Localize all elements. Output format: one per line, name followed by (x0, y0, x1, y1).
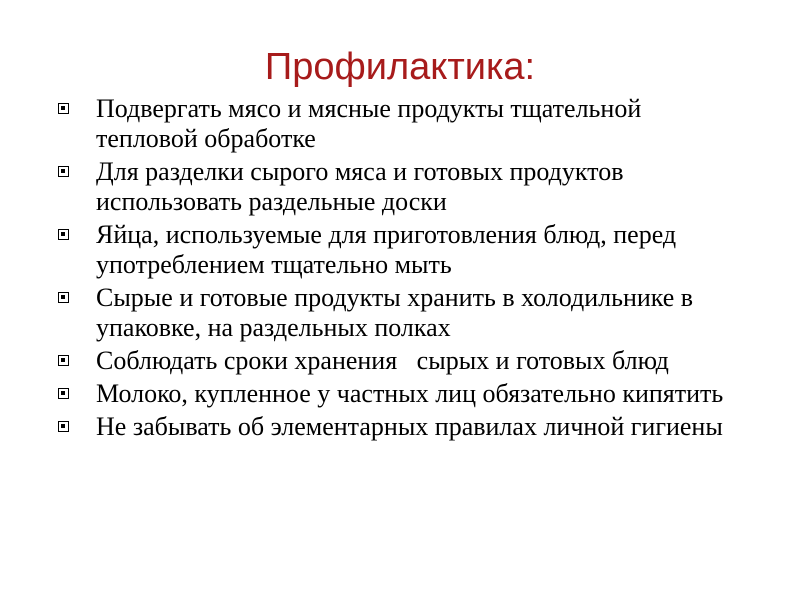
list-item-text: Для разделки сырого мяса и готовых продуктов использовать раздельные доски (96, 157, 624, 216)
list-item-text: Подвергать мясо и мясные продукты тщательной тепловой обработке (96, 94, 642, 153)
square-bullet-icon (58, 103, 69, 114)
list-item (58, 220, 738, 280)
list-item-text: Яйца, используемые для приготовления блюд, перед употреблением тщательно мыть (96, 220, 677, 279)
list-item (58, 157, 738, 217)
square-bullet-icon (58, 292, 69, 303)
list-item (58, 346, 738, 376)
list-item (58, 283, 738, 343)
square-bullet-icon (58, 355, 69, 366)
list-item (58, 379, 738, 409)
list-item (58, 412, 738, 442)
list-item-text: Соблюдать сроки хранения сырых и готовых блюд (96, 346, 669, 375)
slide-title: Профилактика: (264, 46, 536, 88)
square-bullet-icon (58, 388, 69, 399)
list-item-text: Сырые и готовые продукты хранить в холодильнике в упаковке, на раздельных полках (96, 283, 694, 342)
square-bullet-icon (58, 421, 69, 432)
list-item-text: Молоко, купленное у частных лиц обязательно кипятить (96, 379, 724, 408)
bullet-list (58, 94, 738, 445)
list-item (58, 94, 738, 154)
square-bullet-icon (58, 166, 69, 177)
square-bullet-icon (58, 229, 69, 240)
list-item-text: Не забывать об элементарных правилах личной гигиены (96, 412, 723, 441)
